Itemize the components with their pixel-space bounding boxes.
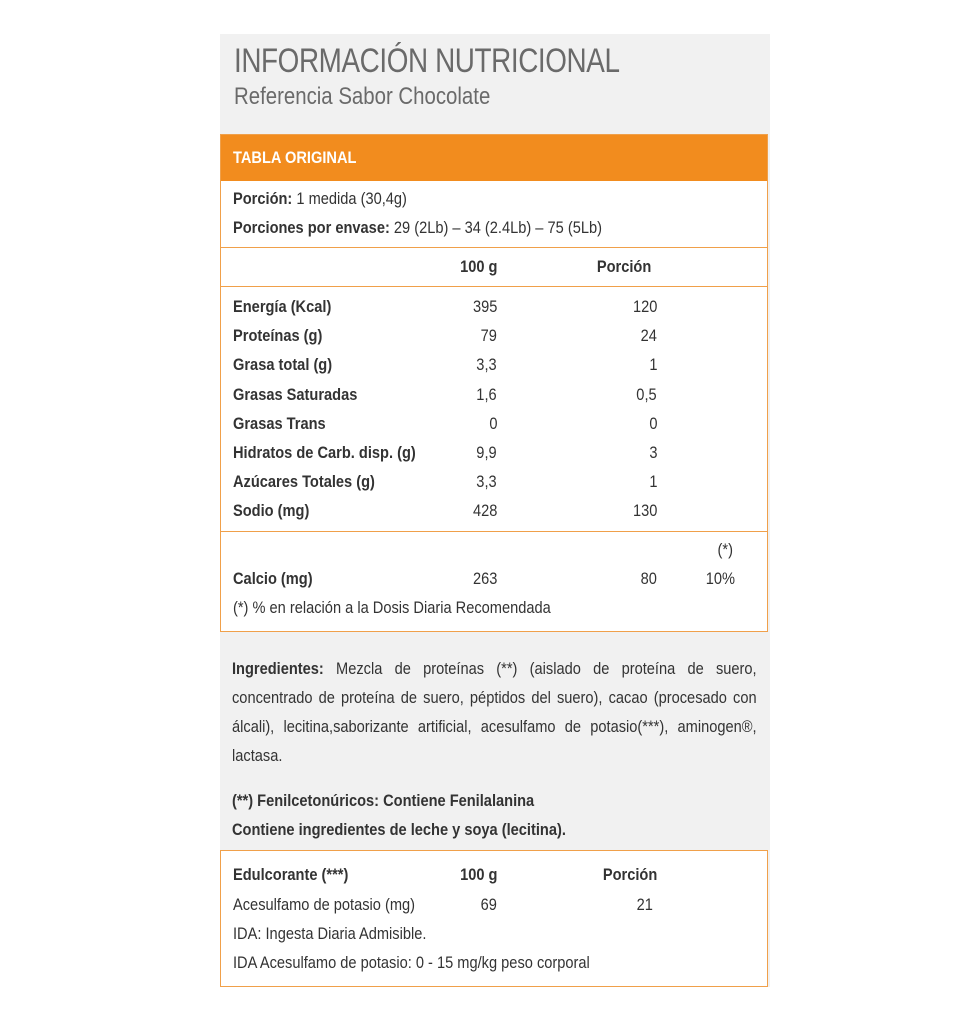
page-title: INFORMACIÓN NUTRICIONAL (234, 42, 620, 80)
nutrient-name: Azúcares Totales (g) (233, 472, 375, 491)
nutrient-per100g: 79 (480, 326, 497, 345)
sweetener-col-label: Edulcorante (***) (233, 865, 349, 884)
page-subtitle: Referencia Sabor Chocolate (234, 83, 491, 110)
calcium-pct: 10% (705, 569, 735, 588)
calcium-portion: 80 (640, 569, 657, 588)
nutrient-portion: 24 (640, 326, 657, 345)
nutrient-per100g: 395 (472, 297, 497, 316)
nutrient-per100g: 1,6 (476, 385, 497, 404)
table-footnote: (*) % en relación a la Dosis Diaria Recomendada (233, 598, 551, 617)
ingredients-text: Mezcla de proteínas (**) (aislado de proteína de suero, concentrado de proteína de suero, péptidos del suero), cacao (procesado con álcali), lecitina,saborizante artificial, acesulfamo de potasio(***), aminogen®, lactasa. (232, 659, 757, 765)
col-header-100g: 100 g (459, 257, 497, 276)
sweetener-row-100g: 69 (480, 895, 497, 914)
divider (221, 531, 767, 532)
table-header-bar (221, 135, 767, 181)
servings-line (233, 218, 602, 238)
divider (221, 247, 767, 248)
sweetener-col-100g: 100 g (459, 865, 497, 884)
nutrient-name: Sodio (mg) (233, 501, 310, 520)
nutrient-portion: 130 (632, 501, 657, 520)
ida-value: IDA Acesulfamo de potasio: 0 - 15 mg/kg peso corporal (233, 953, 590, 972)
nutrient-per100g: 3,3 (476, 355, 497, 374)
nutrient-name: Hidratos de Carb. disp. (g) (233, 443, 416, 462)
servings-value: 29 (2Lb) – 34 (2.4Lb) – 75 (5Lb) (393, 218, 602, 237)
nutrient-portion: 1 (648, 472, 657, 491)
calcium-asterisk: (*) (717, 540, 733, 559)
ingredients-paragraph (232, 654, 757, 770)
nutrient-portion: 3 (648, 443, 657, 462)
portion-line (233, 189, 407, 209)
nutrition-panel (220, 34, 770, 987)
nutrition-table (220, 134, 768, 632)
nutrient-name: Grasas Saturadas (233, 385, 358, 404)
nutrient-portion: 1 (648, 355, 657, 374)
nutrient-portion: 0,5 (636, 385, 657, 404)
table-header-label: TABLA ORIGINAL (233, 148, 357, 167)
phenylketonuria-warning: (**) Fenilcetonúricos: Contiene Fenilalanina (232, 791, 535, 810)
nutrient-name: Energía (Kcal) (233, 297, 332, 316)
nutrient-per100g: 0 (488, 414, 497, 433)
ingredients-label: Ingredientes: (232, 659, 324, 678)
portion-value: 1 medida (30,4g) (296, 189, 407, 208)
col-header-portion: Porción (596, 257, 651, 276)
nutrient-name: Proteínas (g) (233, 326, 323, 345)
nutrient-per100g: 3,3 (476, 472, 497, 491)
nutrient-per100g: 9,9 (476, 443, 497, 462)
calcium-name: Calcio (mg) (233, 569, 313, 588)
nutrient-per100g: 428 (472, 501, 497, 520)
divider (221, 286, 767, 287)
sweetener-col-portion: Porción (602, 865, 657, 884)
nutrient-portion: 0 (648, 414, 657, 433)
servings-label: Porciones por envase: (233, 218, 390, 237)
sweetener-table (220, 850, 768, 987)
allergen-warning: Contiene ingredientes de leche y soya (lecitina). (232, 820, 566, 839)
nutrient-name: Grasas Trans (233, 414, 326, 433)
portion-label: Porción: (233, 189, 293, 208)
calcium-100g: 263 (472, 569, 497, 588)
ida-note: IDA: Ingesta Diaria Admisible. (233, 924, 427, 943)
sweetener-row-name: Acesulfamo de potasio (mg) (233, 895, 416, 914)
nutrient-name: Grasa total (g) (233, 355, 333, 374)
nutrient-portion: 120 (632, 297, 657, 316)
sweetener-row-portion: 21 (636, 895, 653, 914)
